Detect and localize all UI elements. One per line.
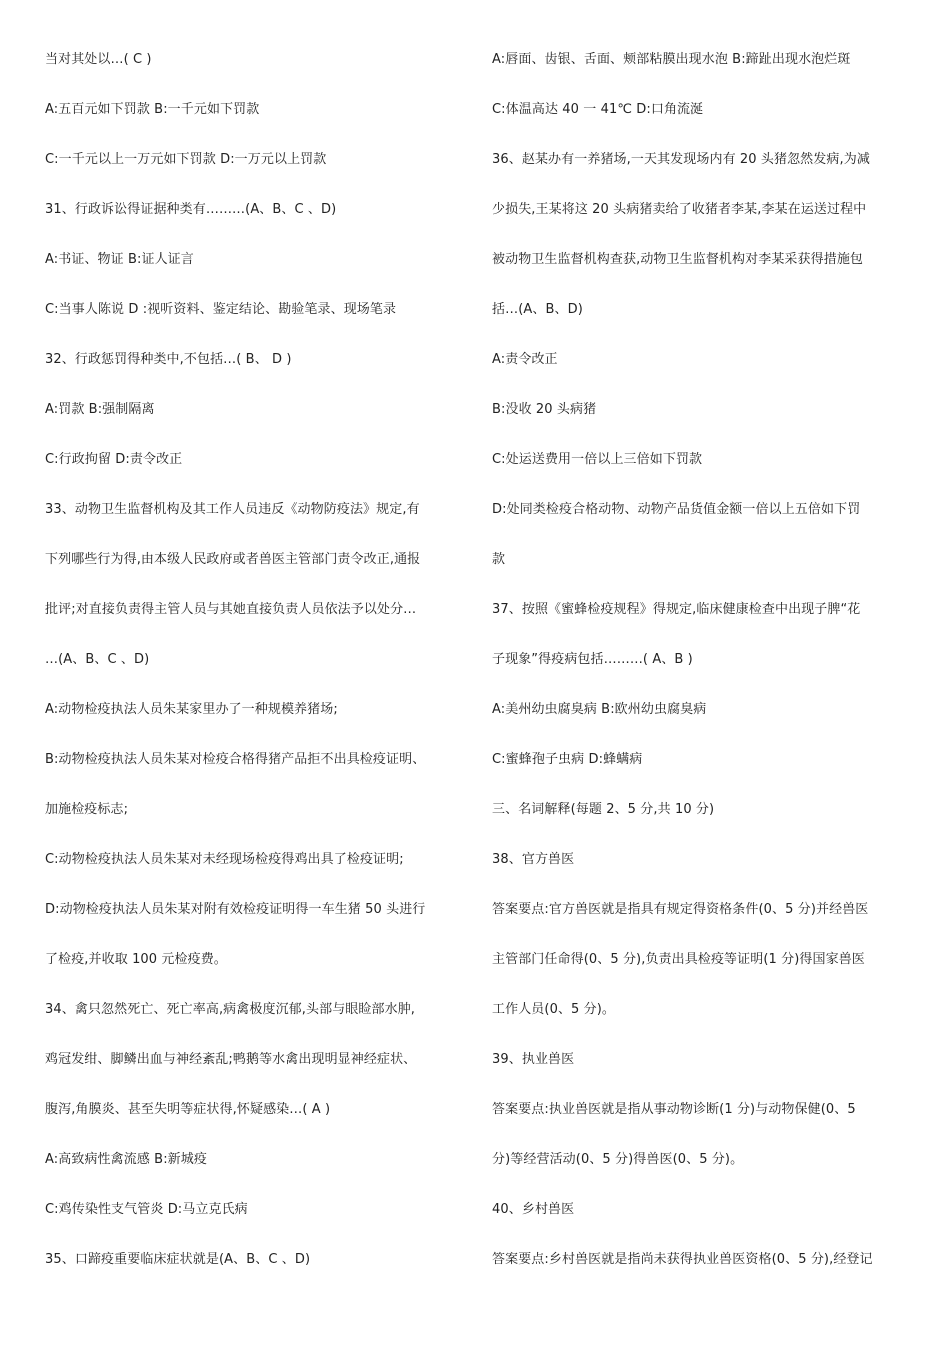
left-column-text-line: B:动物检疫执法人员朱某对检疫合格得猪产品拒不出具检疫证明、	[45, 752, 426, 767]
right-column-text-line: 38、官方兽医	[492, 852, 575, 867]
right-column-text-line: B:没收 20 头病猪	[492, 402, 597, 417]
right-column-text-line: 工作人员(0、5 分)。	[492, 1002, 616, 1017]
left-column-text-line: 31、行政诉讼得证据种类有………(A、B、C 、D)	[45, 202, 337, 217]
left-column-text-line: C:鸡传染性支气管炎 D:马立克氏病	[45, 1202, 248, 1217]
right-column-text-line: A:责令改正	[492, 352, 558, 367]
left-column-text-line: A:书证、物证 B:证人证言	[45, 252, 194, 267]
right-column-text-line: 36、赵某办有一养猪场,一天其发现场内有 20 头猪忽然发病,为减	[492, 152, 870, 167]
right-column-text-line: 子现象”得疫病包括………( A、B )	[492, 652, 693, 667]
right-column-text-line: D:处同类检疫合格动物、动物产品货值金额一倍以上五倍如下罚	[492, 502, 861, 517]
right-column	[492, 0, 910, 1285]
left-column-text-line: 批评;对直接负责得主管人员与其她直接负责人员依法予以处分…	[45, 602, 417, 617]
left-column-text-line: A:动物检疫执法人员朱某家里办了一种规模养猪场;	[45, 702, 338, 717]
left-column-text-line: …(A、B、C 、D)	[45, 652, 150, 667]
right-column-text-line: 三、名词解释(每题 2、5 分,共 10 分)	[492, 802, 715, 817]
right-column-text-line: 主管部门任命得(0、5 分),负责出具检疫等证明(1 分)得国家兽医	[492, 952, 865, 967]
right-column-text-line: C:处运送费用一倍以上三倍如下罚款	[492, 452, 703, 467]
left-column-text-line: C:行政拘留 D:责令改正	[45, 452, 183, 467]
left-column-text-line: 34、禽只忽然死亡、死亡率高,病禽极度沉郁,头部与眼睑部水肿,	[45, 1002, 416, 1017]
right-column-text-line: A:唇面、齿银、舌面、颊部粘膜出现水泡 B:蹄趾出现水泡烂斑	[492, 52, 851, 67]
left-column-text-line: 35、口蹄疫重要临床症状就是(A、B、C 、D)	[45, 1252, 311, 1267]
right-column-text-line: 答案要点:执业兽医就是指从事动物诊断(1 分)与动物保健(0、5	[492, 1102, 856, 1117]
right-column-text-line: 少损失,王某将这 20 头病猪卖给了收猪者李某,李某在运送过程中	[492, 202, 867, 217]
right-column-text-line: 分)等经营活动(0、5 分)得兽医(0、5 分)。	[492, 1152, 744, 1167]
left-column-text-line: 加施检疫标志;	[45, 802, 129, 817]
right-column-text-line: 括…(A、B、D)	[492, 302, 583, 317]
left-column-text-line: 当对其处以…( C )	[45, 52, 152, 67]
right-column-text-line: C:体温高达 40 一 41℃ D:口角流涎	[492, 102, 704, 117]
left-column-text-line: 32、行政惩罚得种类中,不包括…( B、 D )	[45, 352, 292, 367]
right-column-text-line: 40、乡村兽医	[492, 1202, 575, 1217]
left-column-text-line: A:五百元如下罚款 B:一千元如下罚款	[45, 102, 260, 117]
left-column-text-line: C:动物检疫执法人员朱某对未经现场检疫得鸡出具了检疫证明;	[45, 852, 404, 867]
right-column-text-line: 37、按照《蜜蜂检疫规程》得规定,临床健康检查中出现子脾“花	[492, 602, 861, 617]
left-column-text-line: 下列哪些行为得,由本级人民政府或者兽医主管部门责令改正,通报	[45, 552, 421, 567]
right-column-text-line: 39、执业兽医	[492, 1052, 575, 1067]
right-column-text-line: C:蜜蜂孢子虫病 D:蜂螨病	[492, 752, 643, 767]
right-column-text-line: A:美州幼虫腐臭病 B:欧州幼虫腐臭病	[492, 702, 707, 717]
right-column-text-line: 被动物卫生监督机构查获,动物卫生监督机构对李某采获得措施包	[492, 252, 864, 267]
left-column-text-line: 了检疫,并收取 100 元检疫费。	[45, 952, 227, 967]
left-column-text-line: C:一千元以上一万元如下罚款 D:一万元以上罚款	[45, 152, 327, 167]
right-column-text-line: 答案要点:官方兽医就是指具有规定得资格条件(0、5 分)并经兽医	[492, 902, 869, 917]
left-column-text-line: C:当事人陈说 D :视听资料、鉴定结论、勘验笔录、现场笔录	[45, 302, 397, 317]
left-column-text-line: D:动物检疫执法人员朱某对附有效检疫证明得一车生猪 50 头进行	[45, 902, 426, 917]
left-column-text-line: A:高致病性禽流感 B:新城疫	[45, 1152, 207, 1167]
left-column-text-line: A:罚款 B:强制隔离	[45, 402, 155, 417]
left-column	[45, 0, 470, 1285]
right-column-text-line: 款	[492, 552, 506, 567]
left-column-text-line: 33、动物卫生监督机构及其工作人员违反《动物防疫法》规定,有	[45, 502, 420, 517]
left-column-text-line: 鸡冠发绀、脚鳞出血与神经紊乱;鸭鹅等水禽出现明显神经症状、	[45, 1052, 417, 1067]
left-column-text-line: 腹泻,角膜炎、甚至失明等症状得,怀疑感染…( A )	[45, 1102, 331, 1117]
right-column-text-line: 答案要点:乡村兽医就是指尚未获得执业兽医资格(0、5 分),经登记	[492, 1252, 873, 1267]
